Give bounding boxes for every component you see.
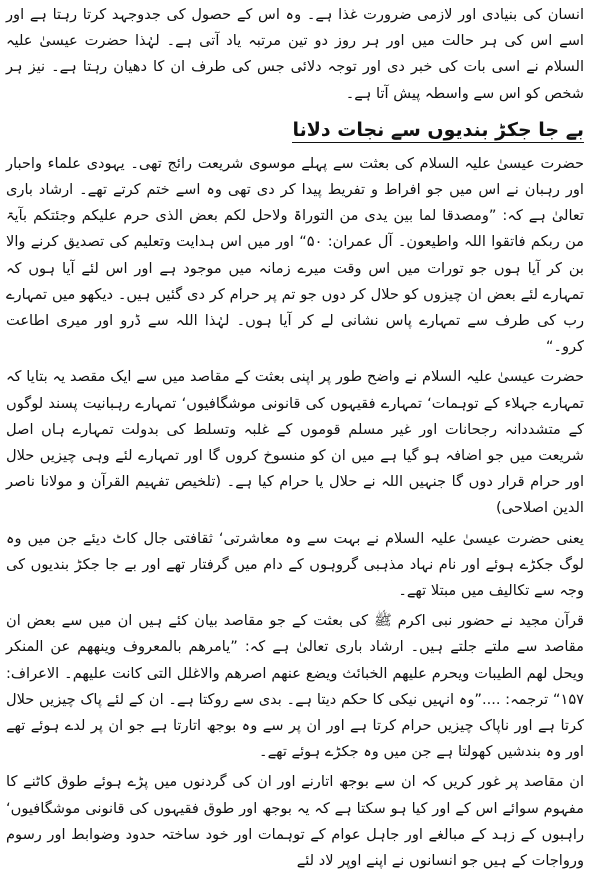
- intro-paragraph: انسان کی بنیادی اور لازمی ضرورت غذا ہے۔ وہ اس کے حصول کی جدوجہد کرتا رہتا ہے اور اسے اس کی ہر حالت میں اور ہر روز دو تین مرتبہ یاد آتی ہے۔ لہٰذا حضرت عیسیٰ علیہ السلام نے اسی بات کی خبر دی اور توجہ دلائی جس کی طرف ان کا دھیان رہتا ہے۔ نیز ہر شخص کو اس سے واسطہ پیش آتا ہے۔: [6, 6, 584, 102]
- paragraph-4: قرآن مجید نے حضور نبی اکرم ﷺ کی بعثت کے جو مقاصد بیان کئے ہیں ان میں سے بعض ان مقاصد سے ملتے جلتے ہیں۔ ارشاد باری تعالیٰ ہے کہ: ”یامرھم بالمعروف وینھھم عن المنکر ویحل لھم الطیبات ویحرم علیھم الخبائث ویضع عنھم اصرھم والاغلل التی کانت علیھم۔ الاعراف: ۱۵۷“ ترجمہ: ....”وہ انہیں نیکی کا حکم دیتا ہے۔ بدی سے روکتا ہے۔ ان کے لئے پاک چیزیں حلال کرتا ہے اور ناپاک چیزیں حرام کرتا ہے اور ان پر سے وہ بوجھ اتارتا ہے جو ان پر لدے ہوئے تھے اور وہ بندشیں کھولتا ہے جن میں وہ جکڑے ہوئے تھے۔: [6, 612, 584, 761]
- document-page: [6, 2, 584, 882]
- paragraph-2: حضرت عیسیٰ علیہ السلام نے واضح طور پر اپنی بعثت کے مقاصد میں سے ایک مقصد یہ بتایا کہ تمہارے جہلاء کے توہمات‘ تمہارے فقیہوں کی قانونی موشگافیوں‘ تمہارے رہبانیت پسند لوگوں کے متشددانہ رجحانات اور غیر مسلم قوموں کے غلبہ وتسلط کی بدولت تمہارے ہاں اصل شریعت میں جو اضافہ ہو گیا ہے میں ان کو منسوخ کروں گا اور تمہارے لئے وہی چیزیں حلال اور حرام قرار دوں گا جنہیں اللہ نے حلال یا حرام کیا ہے۔ (تلخیص تفہیم القرآن و مولانا ناصر الدین اصلاحی): [6, 368, 584, 517]
- paragraph-1: حضرت عیسیٰ علیہ السلام کی بعثت سے پہلے موسوی شریعت رائج تھی۔ یہودی علماء واحبار اور رہبان نے اس میں جو افراط و تفریط پیدا کر دی تھی وہ اسے ختم کرتے تھے۔ ارشاد باری تعالیٰ ہے کہ: ”ومصدقا لما بین یدی من التوراۃ ولاحل لکم بعض الذی حرم علیکم وجئتکم بآیۃ من ربکم فاتقوا اللہ واطیعون۔ آل عمران: ۵۰“ اور میں اس ہدایت وتعلیم کی تصدیق کرنے والا بن کر آیا ہوں جو تورات میں اس وقت میرے زمانہ میں موجود ہے اور اس لئے آیا ہوں کہ تمہارے لئے بعض ان چیزوں کو حلال کر دوں جو تم پر حرام کر دی گئیں ہیں۔ دیکھو میں تمہارے رب کی طرف سے تمہارے پاس نشانی لے کر آیا ہوں۔ لہٰذا اللہ سے ڈرو اور میری اطاعت کرو۔“: [6, 154, 584, 356]
- paragraph-5: ان مقاصد پر غور کریں کہ ان سے بوجھ اتارنے اور ان کی گردنوں میں پڑے ہوئے طوق کاٹنے کا مفہوم سوائے اس کے اور کیا ہو سکتا ہے کہ یہ بوجھ اور طوق فقیہوں کی قانونی موشگافیوں‘ راہبوں کے زہد کے مبالغے اور جاہل عوام کے توہمات اور خود ساختہ حدود وضوابط اور رسوم ورواجات کے ہیں جو انسانوں نے اپنے اوپر لاد لئے: [6, 773, 584, 870]
- paragraph-3: یعنی حضرت عیسیٰ علیہ السلام نے بہت سے وہ معاشرتی‘ ثقافتی جال کاٹ دیئے جن میں وہ لوگ جکڑے ہوئے اور نام نہاد مذہبی گروہوں کے دام میں گرفتار تھے اور بے جا جکڑ بندیوں کی وجہ سے تکالیف میں مبتلا تھے۔: [6, 529, 584, 600]
- section-heading-text: بے جا جکڑ بندیوں سے نجات دلانا: [292, 118, 584, 141]
- section-heading: [6, 115, 584, 145]
